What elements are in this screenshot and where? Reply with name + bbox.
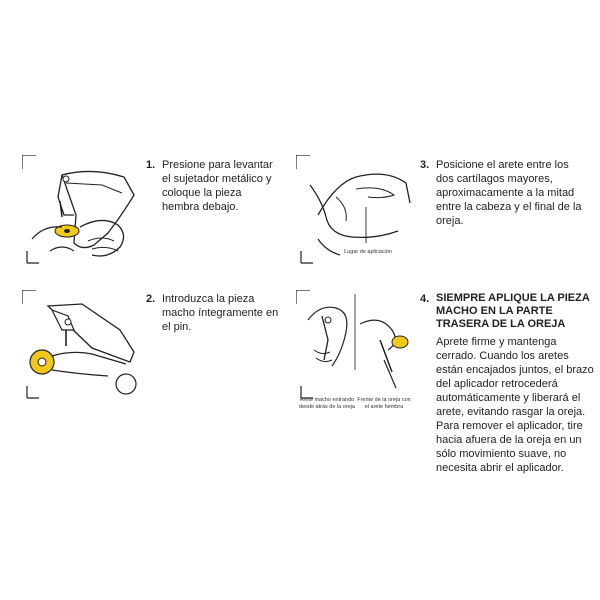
step-4-paragraph-1: Aprete firme y mantenga cerrado. Cuando los aretes están encajados juntos, el brazo del aplicador retrocederá automáticamente y liberará el arete, evitando rasgar la oreja. xyxy=(436,336,594,418)
applicator-illustration-2 xyxy=(22,290,140,400)
step-4-caption-right: Frente de la oreja con el arete hembra xyxy=(357,397,411,410)
step-4-heading: SIEMPRE APLIQUE LA PIEZA MACHO EN LA PARTE TRASERA DE LA OREJA xyxy=(436,292,590,330)
step-3-number: 3. xyxy=(420,159,430,171)
step-4-body xyxy=(436,292,594,475)
step-4-number: 4. xyxy=(420,293,430,305)
step-3-text: Posicione el arete entre los dos cartílagos mayores, aproximacamente a la mitad entre la cabeza y el final de la oreja. xyxy=(436,159,582,227)
applicator-illustration-1 xyxy=(22,155,140,265)
step-2-number: 2. xyxy=(146,293,156,305)
step-1-text: Presione para levantar el sujetador metálico y coloque la pieza hembra debajo. xyxy=(162,159,273,213)
step-4-paragraph-2: Para remover el aplicador, tire hacia afuera de la oreja en un sólo movimiento suave, no necesita abrir el aplicador. xyxy=(436,420,583,474)
step-2-text: Introduzca la pieza macho íntegramente en el pin. xyxy=(162,293,279,333)
step-3-caption: Lugar de aplicación xyxy=(344,249,392,255)
step-4-caption-left: Arete macho entrando desde atrás de la oreja xyxy=(299,397,355,410)
step-1-number: 1. xyxy=(146,159,156,171)
ear-illustration-4 xyxy=(296,290,414,400)
